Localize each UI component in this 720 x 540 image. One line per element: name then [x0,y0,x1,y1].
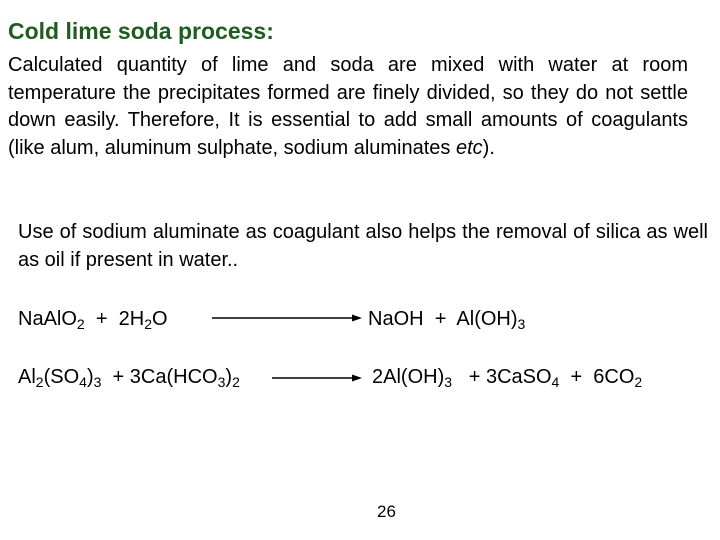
eq1-product-1: NaOH [368,308,424,330]
eq2-product-3: $6CO_2$ [593,366,643,390]
coagulant-paragraph: Use of sodium aluminate as coagulant also helps the removal of silica as well as oil if present in water.. [18,221,708,271]
page-number: 26 [377,502,396,521]
eq1-reactants [18,308,168,331]
eq2-plus-3: + [570,366,583,388]
eq2-reactant-1: $Al_2(SO_4)_3$ [18,366,102,390]
eq1-reaction-arrow [212,312,362,324]
eq1-reactant-1: NaAlO$_2$ [18,308,85,332]
eq1-plus: + [95,308,108,330]
eq1-product-2: $Al(OH)_3$ [456,308,526,332]
eq2-product-2: 3CaSO$_4$ [485,366,560,390]
eq1-products [368,308,525,331]
eq2-product-1: $2Al(OH)_3$ [372,366,453,390]
eq2-reactant-2: $3Ca(HCO_3)_2$ [129,366,240,390]
eq2-reactants [18,366,240,389]
eq2-reaction-arrow [272,372,362,384]
intro-paragraph [8,52,688,162]
eq2-products [372,366,642,389]
eq2-plus-2: + [468,366,481,388]
eq1-reactant-2: $2H_2O$ [118,308,168,332]
slide-title: Cold lime soda process: [8,18,274,44]
intro-etc: etc [455,136,483,159]
eq2-plus: + [112,366,125,388]
eq1-plus-2: + [434,308,447,330]
intro-text: Calculated quantity of lime and soda are mixed with water at room temperature the precipitates formed are finely divided, so they do not settle down easily. Therefore, It is essential to add small amounts of coagulants (like alum, aluminum sulphate, sodium aluminates [8,54,688,159]
intro-end: ). [482,136,495,159]
